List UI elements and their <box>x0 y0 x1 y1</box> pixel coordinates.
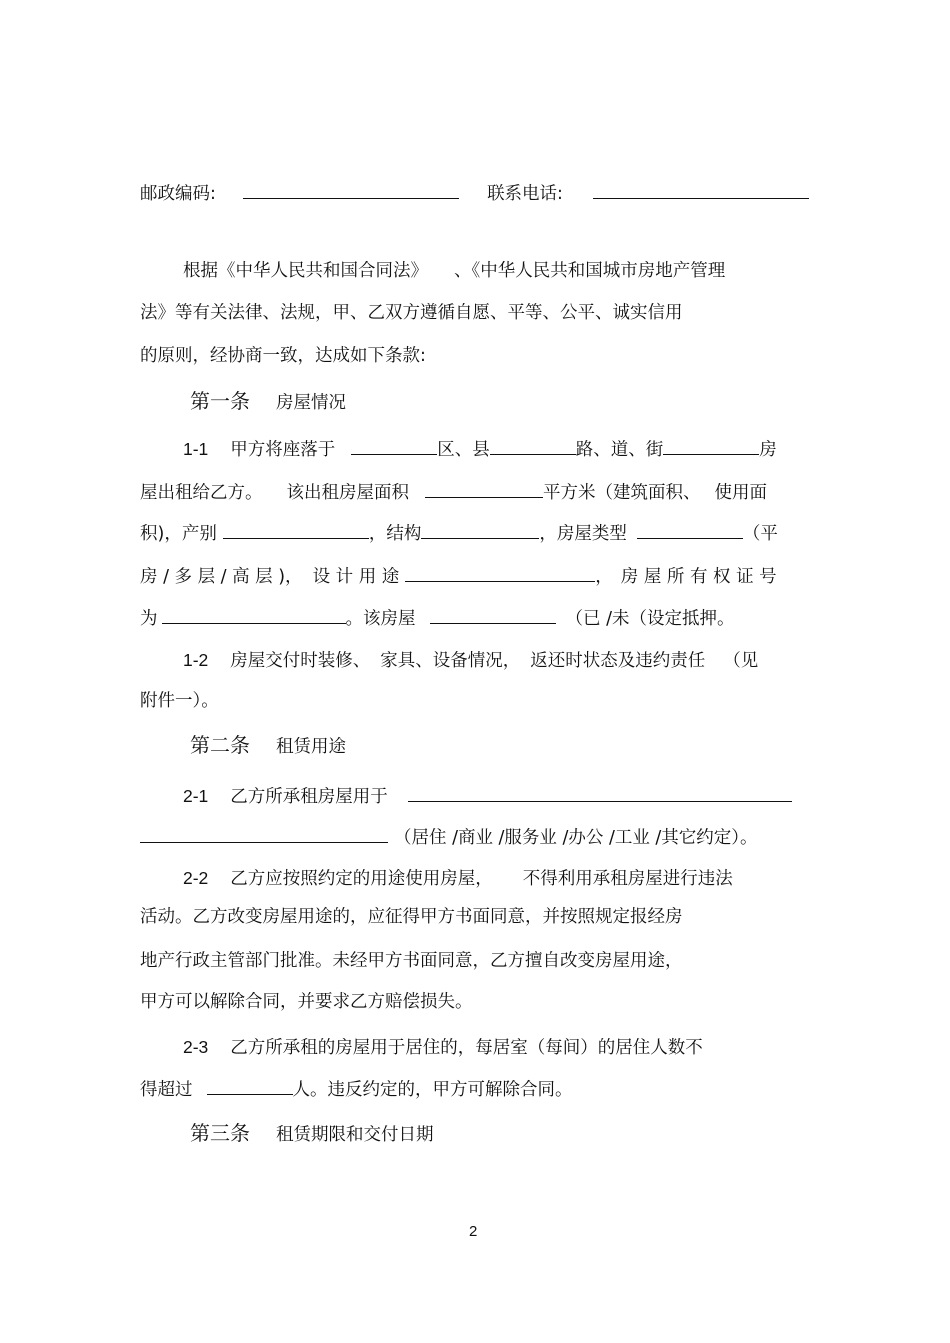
clause-text: 甲方将座落于 <box>230 440 336 460</box>
clause-text: （平 <box>742 524 778 544</box>
occupant-count-blank <box>207 1076 293 1095</box>
clause-text: ， <box>595 567 613 587</box>
clause-number: 2-2 <box>183 868 209 888</box>
preamble-line-2: 法》等有关法律、法规，甲、乙双方遵循自愿、平等、公平、诚实信用 <box>140 303 683 323</box>
clause-2-1-line-1 <box>183 783 792 809</box>
clause-text: 不得利用承租房屋进行违法 <box>522 869 733 889</box>
clause-text: 该出租房屋面积 <box>286 483 409 503</box>
clause-text: 为 <box>140 609 158 629</box>
clause-1-1-line-4 <box>140 563 777 589</box>
header-line <box>140 180 809 206</box>
district-blank <box>351 436 437 455</box>
usage-blank <box>408 783 792 802</box>
clause-1-2-line-1 <box>183 648 758 673</box>
clause-text: 。该房屋 <box>345 609 416 629</box>
phone-blank <box>593 180 809 199</box>
design-use-blank <box>405 563 595 582</box>
clause-1-1-line-1 <box>183 436 777 462</box>
clause-text: 人。违反约定的，甲方可解除合同。 <box>292 1080 573 1100</box>
preamble-text: 、《中华人民共和国城市房地产管理 <box>454 261 726 281</box>
clause-2-1-line-2 <box>140 824 758 850</box>
clause-text: 房屋交付时装修、 <box>230 651 371 671</box>
clause-number: 2-1 <box>183 786 209 806</box>
clause-text: 屋出租给乙方。 <box>140 483 263 503</box>
clause-text: 房 / 多 层 / 高 层 )， <box>140 567 303 587</box>
area-blank <box>425 479 543 498</box>
article-3-heading <box>190 1120 434 1148</box>
clause-text: 得超过 <box>140 1080 193 1100</box>
clause-text: 设 计 用 途 <box>312 567 400 587</box>
clause-number: 1-1 <box>183 439 209 459</box>
usage-blank-continued <box>140 824 388 843</box>
clause-number: 1-2 <box>183 650 209 670</box>
postal-code-label: 邮政编码: <box>140 184 216 204</box>
clause-2-3-line-1 <box>183 1035 703 1060</box>
clause-2-3-line-2 <box>140 1076 573 1102</box>
clause-text: 使用面 <box>714 483 767 503</box>
house-blank <box>663 436 759 455</box>
clause-2-2-line-3: 地产行政主管部门批准。未经甲方书面同意，乙方擅自改变房屋用途， <box>140 951 683 971</box>
article-title: 房屋情况 <box>276 393 346 413</box>
clause-text: 家具、设备情况， <box>380 651 521 671</box>
preamble-text: 根据《中华人民共和国合同法》 <box>183 261 428 281</box>
certificate-number-blank <box>162 605 346 624</box>
clause-text: 返还时状态及违约责任 <box>530 651 706 671</box>
clause-text: 乙方应按照约定的用途使用房屋， <box>230 869 493 889</box>
clause-text: ，结构 <box>368 524 422 544</box>
road-blank <box>490 436 576 455</box>
clause-2-2-line-4: 甲方可以解除合同，并要求乙方赔偿损失。 <box>140 992 473 1012</box>
clause-text: 房 <box>759 440 777 460</box>
article-number: 第一条 <box>190 389 250 413</box>
page-number: 2 <box>469 1223 478 1240</box>
preamble-line-1 <box>183 259 725 283</box>
clause-text: 区、县 <box>437 440 490 460</box>
clause-number: 2-3 <box>183 1037 209 1057</box>
clause-1-1-line-5 <box>140 605 734 631</box>
house-type-blank <box>637 520 743 539</box>
article-1-heading <box>190 388 346 416</box>
clause-text: （居住 /商业 /服务业 /办公 /工业 /其它约定）。 <box>394 828 758 848</box>
clause-text: 路、道、街 <box>575 440 664 460</box>
clause-text: 乙方所承租房屋用于 <box>230 787 388 807</box>
clause-1-2-line-2: 附件一）。 <box>140 691 219 711</box>
property-type-blank <box>223 520 369 539</box>
article-2-heading <box>190 732 346 760</box>
clause-text: （见 <box>723 651 759 671</box>
mortgage-blank <box>430 605 556 624</box>
phone-label: 联系电话: <box>487 184 563 204</box>
clause-text: 积)，产别 <box>140 524 217 544</box>
article-number: 第二条 <box>190 733 250 757</box>
clause-2-2-line-1 <box>183 866 733 891</box>
preamble-line-3: 的原则，经协商一致，达成如下条款: <box>140 346 426 366</box>
clause-1-1-line-3 <box>140 520 778 546</box>
clause-text: 平方米（建筑面积、 <box>543 483 701 503</box>
clause-text: ，房屋类型 <box>539 524 627 544</box>
clause-text: （已 /未（设定抵押。 <box>565 609 735 629</box>
clause-text: 房 屋 所 有 权 证 号 <box>620 567 777 587</box>
article-title: 租赁用途 <box>276 737 346 757</box>
article-title: 租赁期限和交付日期 <box>276 1125 434 1145</box>
structure-blank <box>421 520 539 539</box>
clause-1-1-line-2 <box>140 479 767 505</box>
clause-text: 乙方所承租的房屋用于居住的，每居室（每间）的居住人数不 <box>230 1038 703 1058</box>
postal-code-blank <box>243 180 459 199</box>
clause-2-2-line-2: 活动。乙方改变房屋用途的，应征得甲方书面同意，并按照规定报经房 <box>140 907 683 927</box>
article-number: 第三条 <box>190 1121 250 1145</box>
